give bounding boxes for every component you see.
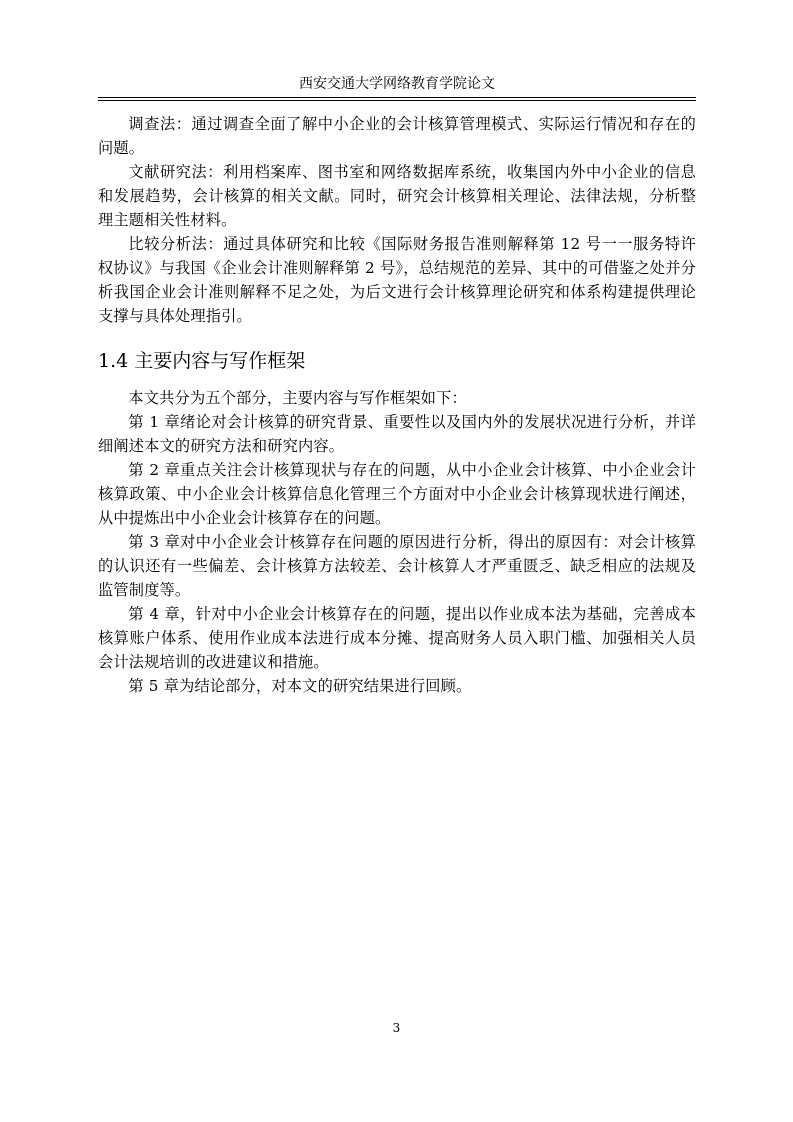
paragraph-chapter-5: 第 5 章为结论部分，对本文的研究结果进行回顾。 [128,677,472,695]
page-number: 3 [392,1021,401,1035]
paragraph-literature-method: 文献研究法：利用档案库、图书室和网络数据库系统，收集国内外中小企业的信息和发展趋势，会计核算的相关文献。同时，研究会计核算相关理论、法律法规，分析整理主题相关性材料。 [98,163,696,229]
paragraph-comparative-method: 比较分析法：通过具体研究和比较《国际财务报告准则解释第 12 号一一服务特许权协议》与我国《企业会计准则解释第 2 号》，总结规范的差异、其中的可借鉴之处并分析我国企业会计准则解释不足之处，为后文进行会计核算理论研究和体系构建提供理论支撑与具体处理指引。 [98,235,696,325]
paragraph-chapter-3: 第 3 章对中小企业会计核算存在问题的原因进行分析，得出的原因有：对会计核算的认识还有一些偏差、会计核算方法较差、会计核算人才严重匮乏、缺乏相应的法规及监管制度等。 [98,533,696,599]
paragraph-chapter-1: 第 1 章绪论对会计核算的研究背景、重要性以及国内外的发展状况进行分析，并详细阐述本文的研究方法和研究内容。 [98,413,696,455]
paragraph-chapter-4: 第 4 章，针对中小企业会计核算存在的问题，提出以作业成本法为基础，完善成本核算账户体系、使用作业成本法进行成本分摊、提高财务人员入职门槛、加强相关人员会计法规培训的改进建议和措施。 [98,605,696,671]
page-header-title: 西安交通大学网络教育学院论文 [299,76,495,92]
paragraph-survey-method: 调查法：通过调查全面了解中小企业的会计核算管理模式、实际运行情况和存在的问题。 [98,115,696,157]
section-heading: 1.4 主要内容与写作框架 [98,350,306,372]
paragraph-chapter-2: 第 2 章重点关注会计核算现状与存在的问题，从中小企业会计核算、中小企业会计核算政策、中小企业会计核算信息化管理三个方面对中小企业会计核算现状进行阐述，从中提炼出中小企业会计核算存在的问题。 [98,461,696,527]
paragraph-overview: 本文共分为五个部分，主要内容与写作框架如下： [128,389,467,407]
document-body [98,112,696,698]
header-rule [98,97,696,101]
